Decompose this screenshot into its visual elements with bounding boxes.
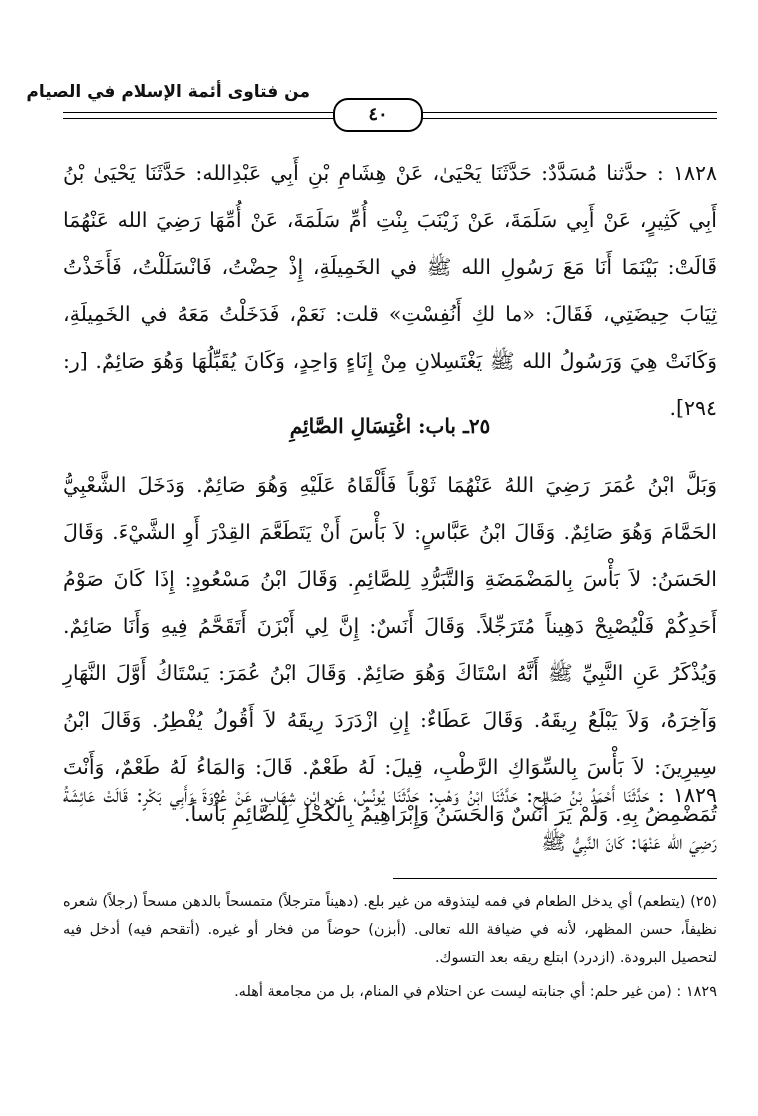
hadith-1829 [63,772,717,866]
footnote-25: (٢٥) (يتطعم) أي يدخل الطعام في فمه ليتذوقه من غير بلع. (دهيناً مترجلاً) متمسحاً بالدهن مسحاً (رجلاً) شعره نظيفاً، حسن المظهر، لأنه في ضيافة الله تعالى. (أبزن) حوضاً من فخار أو غيره. (أتقحم فيه) أدخل فيه لتحصيل البرودة. (ازدرد) ابتلع ريقه بعد التسوك. [63,894,717,966]
hadith-1829-text: ١٨٢٩ : حَدَّثَنَا أَحْمَدُ بْنُ صَالِحٍ: حَدَّثَنَا ابْنُ وَهْبٍ: حَدَّثَنَا يُونُسُ، عَنِ ابْنِ شِهَابٍ، عَنْ عُرْوَةَ وَأَبِي بَكْرٍ: قَالَتْ عَائِشَةُ رَضِيَ الله عَنْهَا: كَانَ النَّبِيُّ ﷺ [63,783,717,854]
hadith-1828-text: ١٨٢٨ : حدَّثنا مُسَدَّدٌ: حَدَّثَنَا يَحْيَىٰ، عَنْ هِشَامِ بْنِ أَبِي عَبْدِالله: حَدَّثَنَا يَحْيَىٰ بْنُ أَبِي كَثِيرٍ، عَنْ أَبِي سَلَمَةَ، عَنْ زَيْنَبَ بِنْتِ أُمِّ سَلَمَةَ، عَنْ أُمِّهَا رَضِيَ الله عَنْهُمَا قَالَتْ: بَيْنَمَا أَنَا مَعَ رَسُولِ الله ﷺ في الخَمِيلَةِ، إِذْ حِضْتُ، فَانْسَلَلْتُ، فَأَخَذْتُ ثِيَابَ حِيضَتِي، فَقَالَ: «ما لكِ أَنُفِسْتِ» قلت: نَعَمْ، فَدَخَلْتُ مَعَهُ في الخَمِيلَةِ، وَكَانَتْ هِيَ وَرَسُولُ الله ﷺ يَغْتَسِلانِ مِنْ إِنَاءٍ وَاحِدٍ، وَكَانَ يُقَبِّلُهَا وَهُوَ صَائِمٌ. [ر: ٢٩٤]. [63,161,717,420]
hadith-1828 [63,150,717,432]
footnote-1829: ١٨٢٩ : (من غير حلم: أي جنابته ليست عن احتلام في المنام، بل من مجامعة أهله. [234,984,717,1000]
chapter-heading: ٢٥ـ باب: اغْتِسَالِ الصَّائِمِ [289,414,491,438]
footnote-separator [393,878,717,879]
page-number: ٤٠ [333,98,423,132]
footnotes [63,888,717,1006]
chapter-text-body: وَبَلَّ ابْنُ عُمَرَ رَضِيَ اللهُ عَنْهُمَا ثَوْباً فَأَلْقَاهُ عَلَيْهِ وَهُوَ صَائِمٌ. وَدَخَلَ الشَّعْبِيُّ الحَمَّامَ وَهُوَ صَائِمٌ. وَقَالَ ابْنُ عَبَّاسٍ: لاَ بَأْسَ أَنْ يَتَطَعَّمَ القِدْرَ أَوِ الشَّيْءَ. وَقَالَ الحَسَنُ: لاَ بَأْسَ بِالمَضْمَضَةِ وَالتَّبَرُّدِ لِلصَّائِمِ. وَقَالَ ابْنُ مَسْعُودٍ: إِذَا كَانَ صَوْمُ أَحَدِكُمْ فَلْيُصْبِحْ دَهِيناً مُتَرَجِّلاً. وَقَالَ أَنَسٌ: إِنَّ لِي أَبْزَنَ أَتَقَحَّمُ فِيهِ وَأَنَا صَائِمٌ. وَيُذْكَرُ عَنِ النَّبِيِّ ﷺ أَنَّهُ اسْتَاكَ وَهُوَ صَائِمٌ. وَقَالَ ابْنُ عُمَرَ: يَسْتَاكُ أَوَّلَ النَّهَارِ وَآخِرَهُ، وَلاَ يَبْلَعُ رِيقَهُ. وَقَالَ عَطَاءٌ: إِنِ ازْدَرَدَ رِيقَهُ لاَ أَقُولُ يُفْطِرُ. وَقَالَ ابْنُ سِيرِينَ: لاَ بَأْسَ بِالسِّوَاكِ الرَّطْبِ، قِيلَ: لَهُ طَعْمٌ. قَالَ: وَالمَاءُ لَهُ طَعْمٌ، وَأَنْتَ تُمَضْمِضُ بِهِ. وَلَمْ يَرَ أَنَسٌ وَالحَسَنُ وَإِبْرَاهِيمُ بِالكُحْلِ لِلصَّائِمِ بَأْساً. [63,473,717,826]
running-header-title: من فتاوى أئمة الإسلام في الصيام [26,82,310,102]
